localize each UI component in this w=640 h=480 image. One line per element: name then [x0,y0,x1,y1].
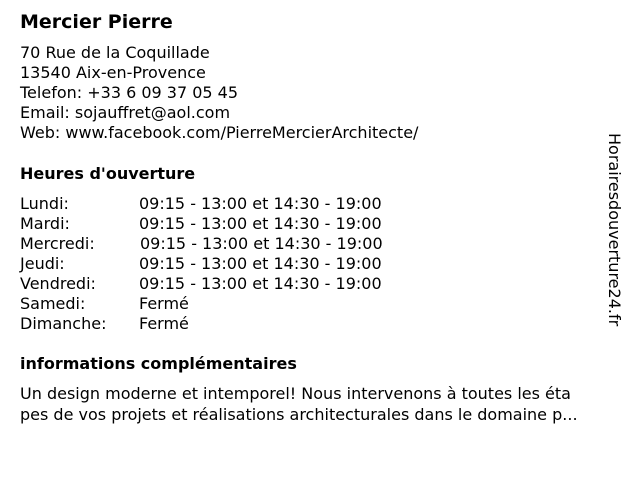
time-value: 09:15 - 13:00 et 14:30 - 19:00 [139,214,382,233]
business-name: Mercier Pierre [20,11,173,33]
time-value: 09:15 - 13:00 et 14:30 - 19:00 [140,234,383,253]
description-line-1: Un design moderne et intemporel! Nous intervenons à toutes les éta [20,384,571,403]
day-label: Samedi: [20,294,86,313]
contact-block [20,43,418,143]
day-label: Vendredi: [20,274,96,293]
time-value: Fermé [139,294,189,313]
info-description [20,383,632,425]
day-label: Lundi: [20,194,69,213]
info-heading: informations complémentaires [20,354,297,373]
day-label: Dimanche: [20,314,107,333]
hours-heading: Heures d'ouverture [20,164,196,183]
web-line: Web: www.facebook.com/PierreMercierArchitecte/ [20,123,419,142]
email-line: Email: sojauffret@aol.com [20,103,231,122]
description-line-2: pes de vos projets et réalisations architecturales dans le domaine p... [20,405,578,424]
phone-line: Telefon: +33 6 09 37 05 45 [20,83,239,102]
day-label: Mercredi: [20,234,95,253]
time-value: Fermé [139,314,189,333]
address-line-2: 13540 Aix-en-Provence [20,63,206,82]
time-value: 09:15 - 13:00 et 14:30 - 19:00 [139,254,382,273]
time-value: 09:15 - 13:00 et 14:30 - 19:00 [139,274,382,293]
day-label: Jeudi: [20,254,65,273]
watermark-text: Horairesdouverture24.fr [605,133,624,327]
day-label: Mardi: [20,214,70,233]
address-line-1: 70 Rue de la Coquillade [20,43,210,62]
time-value: 09:15 - 13:00 et 14:30 - 19:00 [139,194,382,213]
